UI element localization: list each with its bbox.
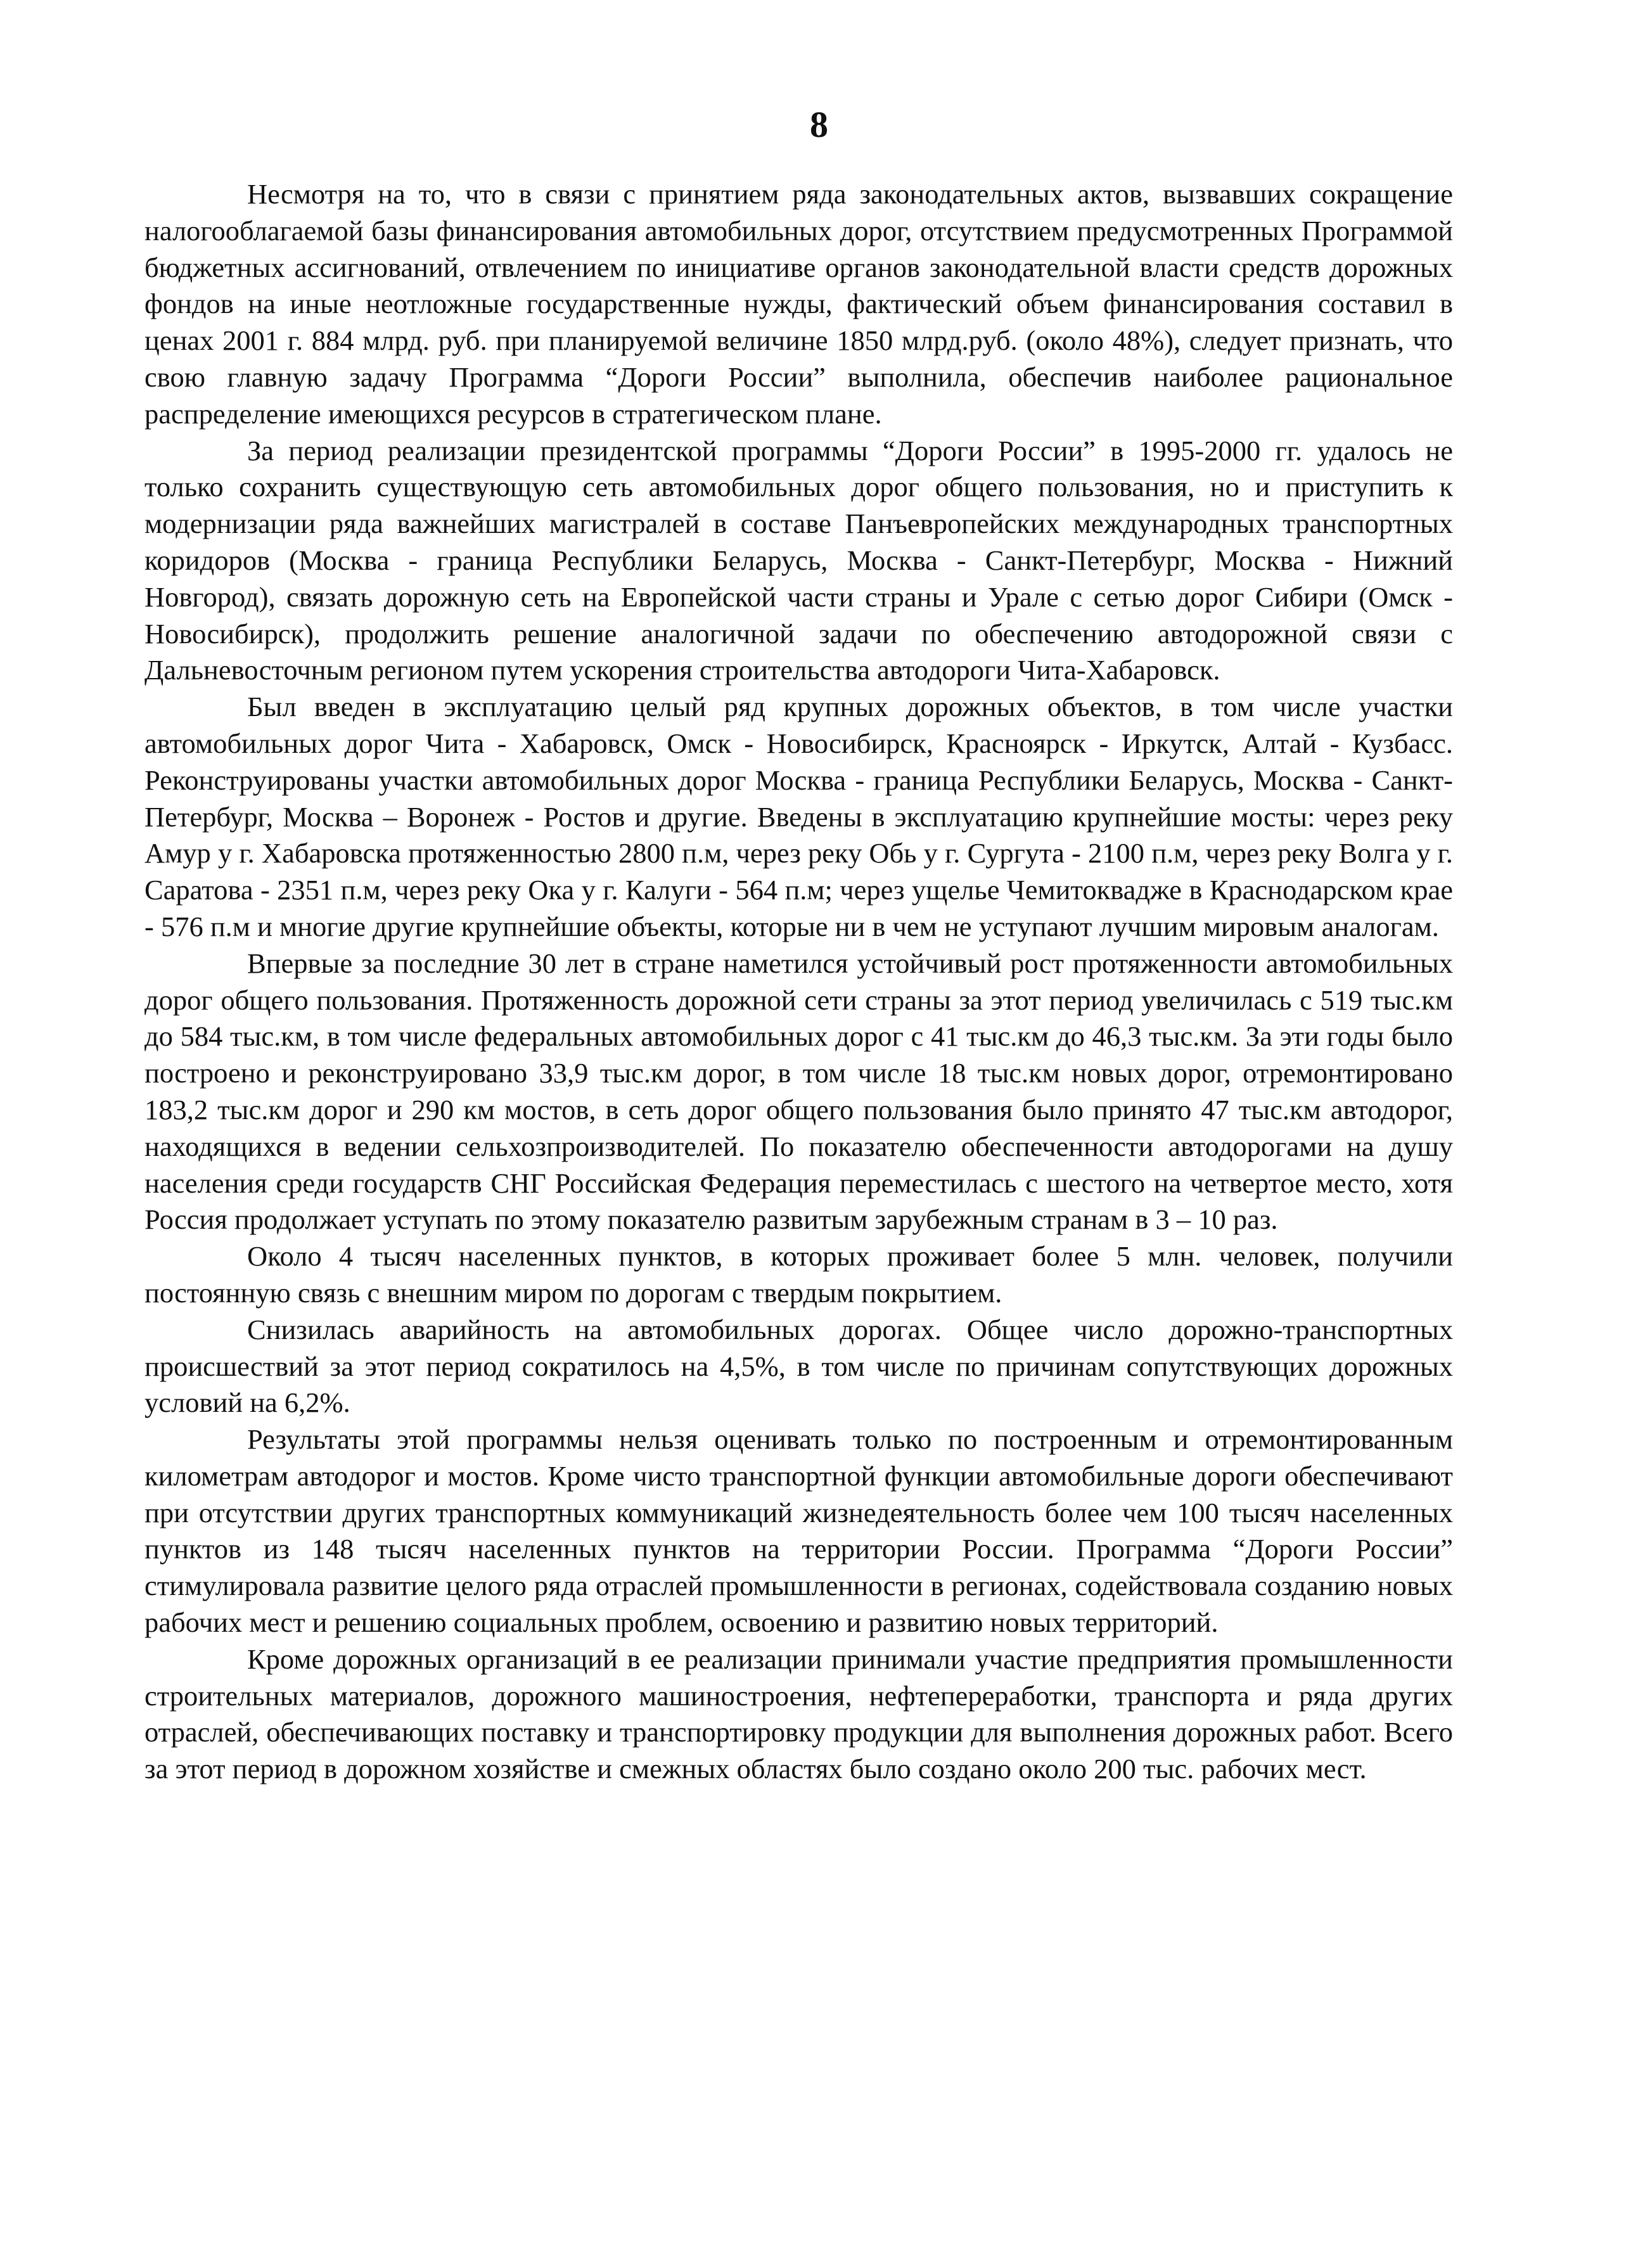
- paragraph-settlements: Около 4 тысяч населенных пунктов, в которых проживает более 5 млн. человек, получили постоянную связь с внешним миром по дорогам с твердым покрытием.: [144, 1240, 1453, 1309]
- paragraph-program-results: За период реализации президентской программы “Дороги России” в 1995-2000 гг. удалось не только сохранить существующую сеть автомобильных дорог общего пользования, но и приступить к модернизации ряда важнейших магистралей в составе Панъевропейских международных транспортных коридоров (Москва - граница Республики Беларусь, Москва - Санкт-Петербург, Москва - Нижний Новгород), связать дорожную сеть на Европейской части страны и Урале с сетью дорог Сибири (Омск - Новосибирск), продолжить решение аналогичной задачи по обеспечению автодорожной связи с Дальневосточным регионом путем ускорения строительства автодороги Чита-Хабаровск.: [144, 434, 1453, 686]
- paragraph-network-growth: Впервые за последние 30 лет в стране наметился устойчивый рост протяженности автомобильных дорог общего пользования. Протяженность дорожной сети страны за этот период увеличилась с 519 тыс.км до 584 тыс.км, в том числе федеральных автомобильных дорог с 41 тыс.км до 46,3 тыс.км. За эти годы было построено и реконструировано 33,9 тыс.км дорог, в том числе 18 тыс.км новых дорог, отремонтировано 183,2 тыс.км дорог и 290 км мостов, в сеть дорог общего пользования было принято 47 тыс.км автодорог, находящихся в ведении сельхозпроизводителей. По показателю обеспеченности автодорогами на душу населения среди государств СНГ Российская Федерация переместилась с шестого на четвертое место, хотя Россия продолжает уступать по этому показателю развитым зарубежным странам в 3 – 10 раз.: [144, 947, 1453, 1236]
- document-body: [144, 176, 1453, 1788]
- paragraph-program-evaluation: Результаты этой программы нельзя оценивать только по построенным и отремонтированным километрам автодорог и мостов. Кроме чисто транспортной функции автомобильные дороги обеспечивают при отсутствии других транспортных коммуникаций жизнедеятельность более чем 100 тысяч населенных пунктов из 148 тысяч населенных пунктов на территории России. Программа “Дороги России” стимулировала развитие целого ряда отраслей промышленности в регионах, содействовала созданию новых рабочих мест и решению социальных проблем, освоению и развитию новых территорий.: [144, 1423, 1453, 1639]
- page-number: 8: [810, 104, 828, 145]
- paragraph-industry-participation: Кроме дорожных организаций в ее реализации принимали участие предприятия промышленности строительных материалов, дорожного машиностроения, нефтепереработки, транспорта и ряда других отраслей, обеспечивающих поставку и транспортировку продукции для выполнения дорожных работ. Всего за этот период в дорожном хозяйстве и смежных областях было создано около 200 тыс. рабочих мест.: [144, 1643, 1453, 1785]
- paragraph-road-objects: Был введен в эксплуатацию целый ряд крупных дорожных объектов, в том числе участки автомобильных дорог Чита - Хабаровск, Омск - Новосибирск, Красноярск - Иркутск, Алтай - Кузбасс. Реконструированы участки автомобильных дорог Москва - граница Республики Беларусь, Москва - Санкт-Петербург, Москва – Воронеж - Ростов и другие. Введены в эксплуатацию крупнейшие мосты: через реку Амур у г. Хабаровска протяженностью 2800 п.м, через реку Обь у г. Сургута - 2100 п.м, через реку Волга у г. Саратова - 2351 п.м, через реку Ока у г. Калуги - 564 п.м; через ущелье Чемитоквадже в Краснодарском крае - 576 п.м и многие другие крупнейшие объекты, которые ни в чем не уступают лучшим мировым аналогам.: [144, 691, 1453, 942]
- paragraph-financing: Несмотря на то, что в связи с принятием ряда законодательных актов, вызвавших сокращение налогооблагаемой базы финансирования автомобильных дорог, отсутствием предусмотренных Программой бюджетных ассигнований, отвлечением по инициативе органов законодательной власти средств дорожных фондов на иные неотложные государственные нужды, фактический объем финансирования составил в ценах 2001 г. 884 млрд. руб. при планируемой величине 1850 млрд.руб. (около 48%), следует признать, что свою главную задачу Программа “Дороги России” выполнила, обеспечив наиболее рациональное распределение имеющихся ресурсов в стратегическом плане.: [144, 178, 1453, 430]
- paragraph-accidents: Снизилась аварийность на автомобильных дорогах. Общее число дорожно-транспортных происшествий за этот период сократилось на 4,5%, в том числе по причинам сопутствующих дорожных условий на 6,2%.: [144, 1313, 1453, 1419]
